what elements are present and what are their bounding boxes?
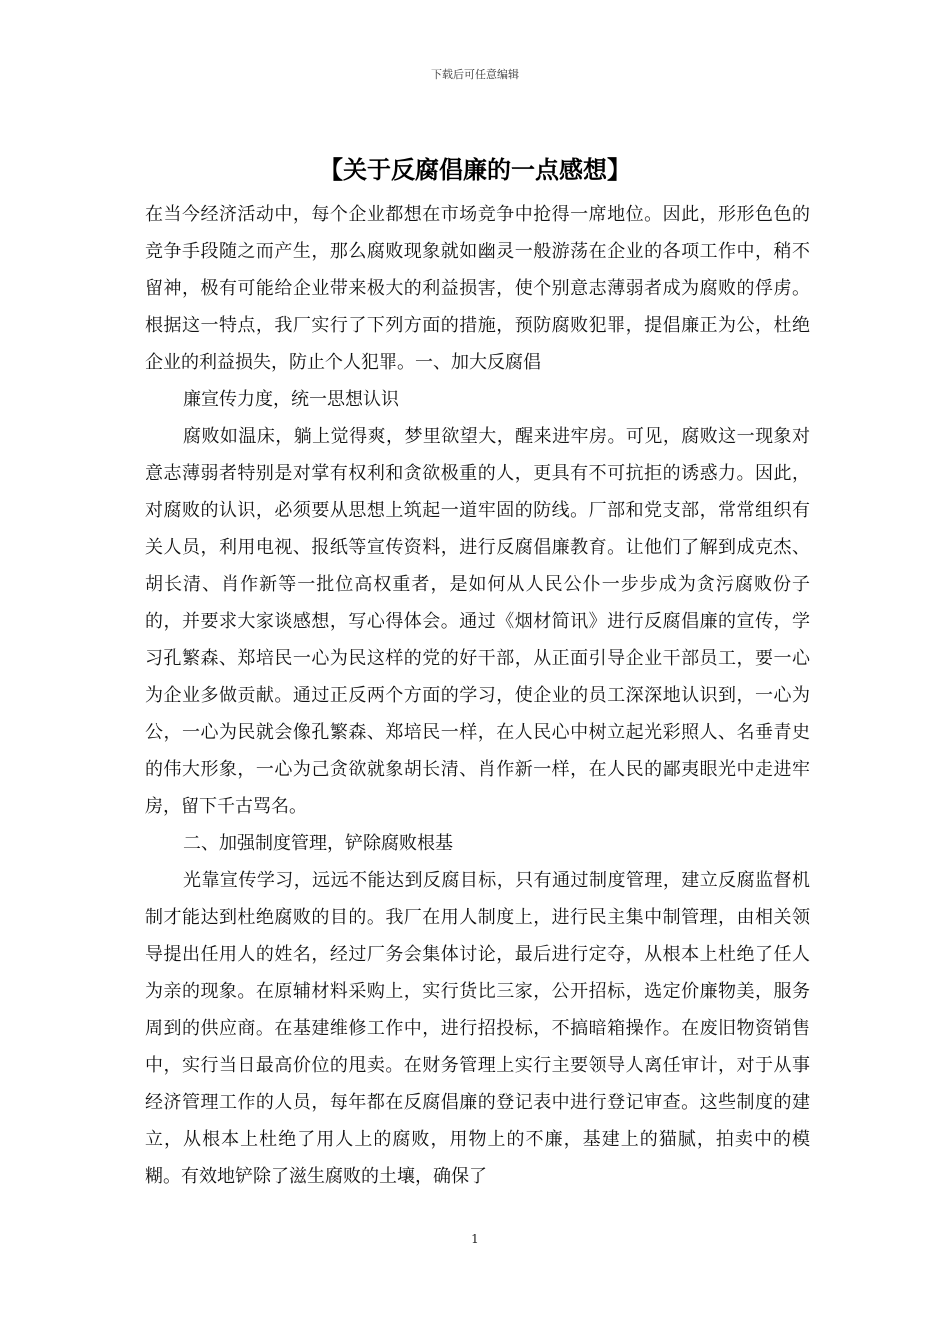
paragraph-section-one-heading-cont: 廉宣传力度，统一思想认识 [183, 389, 399, 410]
document-title: 【关于反腐倡廉的一点感想】 [319, 156, 631, 184]
paragraph-section-two-body: 光靠宣传学习，远远不能达到反腐目标，只有通过制度管理，建立反腐监督机制才能达到杜绝腐败的目的。我厂在用人制度上，进行民主集中制管理，由相关领导提出任用人的姓名，经过厂务会集体讨论，最后进行定夺，从根本上杜绝了任人为亲的现象。在原辅材料采购上，实行货比三家，公开招标，选定价廉物美，服务周到的供应商。在基建维修工作中，进行招投标，不搞暗箱操作。在废旧物资销售中，实行当日最高价位的甩卖。在财务管理上实行主要领导人离任审计，对于从事经济管理工作的人员，每年都在反腐倡廉的登记表中进行登记审查。这些制度的建立，从根本上杜绝了用人上的腐败，用物上的不廉，基建上的猫腻，拍卖中的模糊。有效地铲除了滋生腐败的土壤，确保了 [145, 870, 810, 1187]
page-number: 1 [471, 1232, 479, 1246]
paragraph-intro: 在当今经济活动中，每个企业都想在市场竞争中抢得一席地位。因此，形形色色的竞争手段随之而产生，那么腐败现象就如幽灵一般游荡在企业的各项工作中，稍不留神，极有可能给企业带来极大的利益损害，使个别意志薄弱者成为腐败的俘虏。根据这一特点，我厂实行了下列方面的措施，预防腐败犯罪，提倡廉正为公，杜绝企业的利益损失，防止个人犯罪。一、加大反腐倡 [145, 204, 810, 373]
paragraph-section-one-body: 腐败如温床，躺上觉得爽，梦里欲望大，醒来进牢房。可见，腐败这一现象对意志薄弱者特别是对掌有权利和贪欲极重的人，更具有不可抗拒的诱惑力。因此，对腐败的认识，必须要从思想上筑起一道牢固的防线。厂部和党支部，常常组织有关人员，利用电视、报纸等宣传资料，进行反腐倡廉教育。让他们了解到成克杰、胡长清、肖作新等一批位高权重者，是如何从人民公仆一步步成为贪污腐败份子的，并要求大家谈感想，写心得体会。通过《烟材简讯》进行反腐倡廉的宣传，学习孔繁森、郑培民一心为民这样的党的好干部，从正面引导企业干部员工，要一心为企业多做贡献。通过正反两个方面的学习，使企业的员工深深地认识到，一心为公，一心为民就会像孔繁森、郑培民一样，在人民心中树立起光彩照人、名垂青史的伟大形象，一心为己贪欲就象胡长清、肖作新一样，在人民的鄙夷眼光中走进牢房，留下千古骂名。 [145, 426, 810, 817]
header-note: 下载后可任意编辑 [431, 68, 519, 81]
document-body [145, 196, 810, 1195]
paragraph-section-two-heading: 二、加强制度管理，铲除腐败根基 [183, 833, 453, 854]
